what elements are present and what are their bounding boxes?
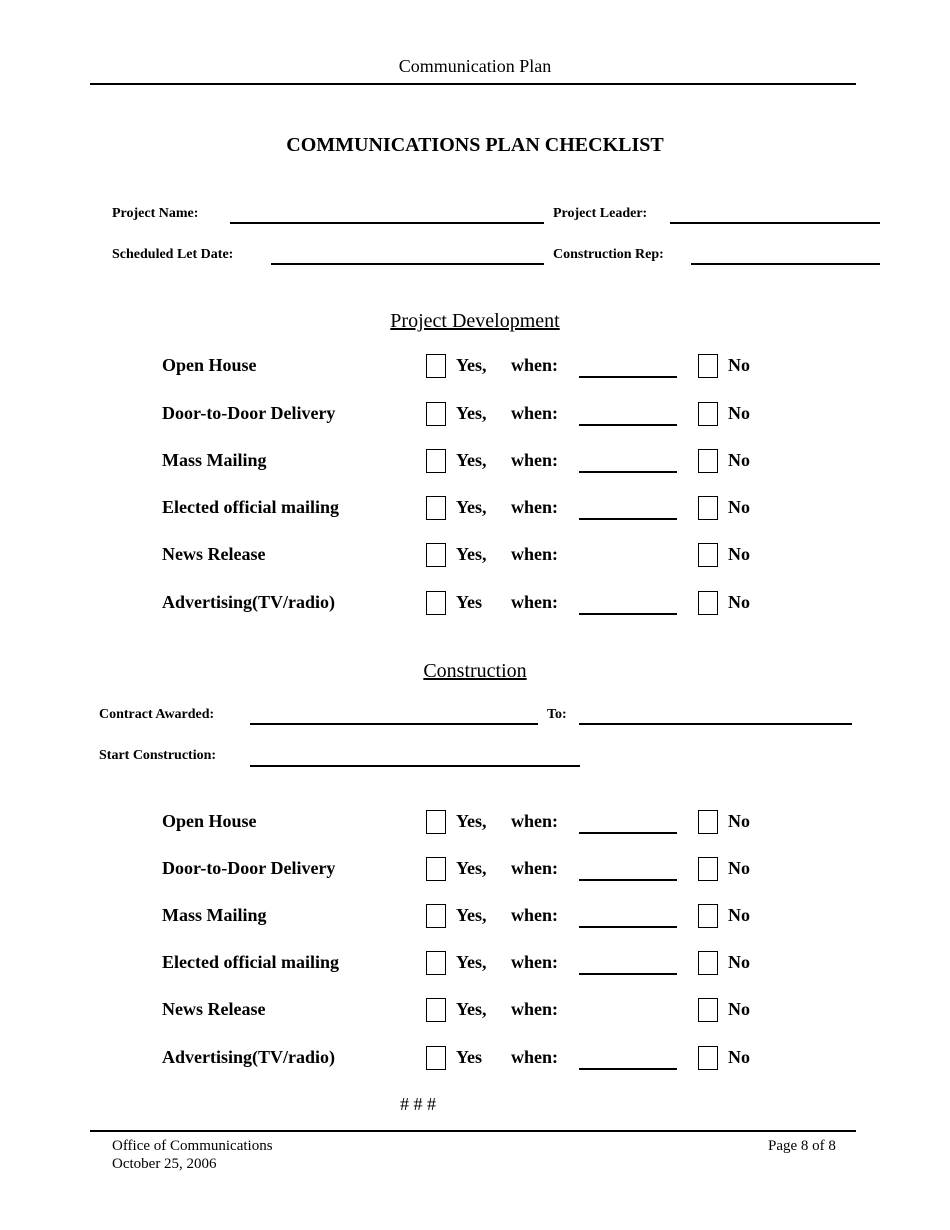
checklist-row: [0, 541, 950, 571]
checklist-title: COMMUNICATIONS PLAN CHECKLIST: [286, 134, 664, 156]
when-label: when:: [511, 999, 559, 1019]
yes-label: Yes,: [456, 858, 487, 878]
yes-label: Yes: [456, 1047, 482, 1067]
yes-checkbox[interactable]: [426, 810, 446, 834]
contract-awarded-label: Contract Awarded:: [99, 707, 215, 722]
yes-checkbox[interactable]: [426, 904, 446, 928]
scheduled-let-date-field[interactable]: [271, 263, 544, 265]
no-label: No: [728, 1047, 750, 1067]
no-label: No: [728, 999, 750, 1019]
when-label: when:: [511, 355, 559, 375]
yes-checkbox[interactable]: [426, 402, 446, 426]
no-label: No: [728, 905, 750, 925]
project-leader-field[interactable]: [670, 222, 880, 224]
end-mark: # # #: [400, 1094, 436, 1114]
checklist-item-label: News Release: [162, 999, 266, 1019]
checklist-row: [0, 855, 950, 885]
when-label: when:: [511, 811, 559, 831]
checklist-row: [0, 949, 950, 979]
no-checkbox[interactable]: [698, 810, 718, 834]
no-checkbox[interactable]: [698, 543, 718, 567]
when-date-field[interactable]: [579, 926, 677, 928]
footer-date: October 25, 2006: [112, 1156, 217, 1172]
checklist-item-label: Elected official mailing: [162, 952, 339, 972]
yes-checkbox[interactable]: [426, 857, 446, 881]
yes-label: Yes,: [456, 403, 487, 423]
checklist-item-label: Mass Mailing: [162, 905, 267, 925]
start-construction-field[interactable]: [250, 765, 580, 767]
checklist-item-label: Advertising(TV/radio): [162, 592, 335, 612]
section-title-construction: Construction: [423, 660, 527, 682]
yes-label: Yes,: [456, 544, 487, 564]
yes-checkbox[interactable]: [426, 449, 446, 473]
yes-label: Yes,: [456, 811, 487, 831]
yes-label: Yes,: [456, 952, 487, 972]
when-label: when:: [511, 544, 559, 564]
header-rule: [90, 83, 856, 85]
no-checkbox[interactable]: [698, 402, 718, 426]
checklist-item-label: Door-to-Door Delivery: [162, 858, 336, 878]
yes-checkbox[interactable]: [426, 354, 446, 378]
when-label: when:: [511, 1047, 559, 1067]
construction-rep-field[interactable]: [691, 263, 880, 265]
yes-label: Yes: [456, 592, 482, 612]
when-label: when:: [511, 403, 559, 423]
no-label: No: [728, 952, 750, 972]
when-date-field[interactable]: [579, 471, 677, 473]
header-title: Communication Plan: [398, 56, 552, 76]
when-date-field[interactable]: [579, 973, 677, 975]
checklist-item-label: Open House: [162, 355, 257, 375]
no-label: No: [728, 355, 750, 375]
no-checkbox[interactable]: [698, 951, 718, 975]
construction-rep-label: Construction Rep:: [553, 247, 664, 262]
yes-checkbox[interactable]: [426, 1046, 446, 1070]
checklist-item-label: Open House: [162, 811, 257, 831]
when-label: when:: [511, 592, 559, 612]
start-construction-label: Start Construction:: [99, 748, 217, 763]
yes-checkbox[interactable]: [426, 496, 446, 520]
when-date-field[interactable]: [579, 613, 677, 615]
yes-label: Yes,: [456, 905, 487, 925]
checklist-row: [0, 902, 950, 932]
no-checkbox[interactable]: [698, 904, 718, 928]
yes-label: Yes,: [456, 999, 487, 1019]
checklist-row: [0, 1044, 950, 1074]
yes-checkbox[interactable]: [426, 951, 446, 975]
no-label: No: [728, 592, 750, 612]
no-checkbox[interactable]: [698, 591, 718, 615]
to-field[interactable]: [579, 723, 852, 725]
checklist-item-label: Mass Mailing: [162, 450, 267, 470]
checklist-row: [0, 808, 950, 838]
when-label: when:: [511, 858, 559, 878]
footer-page-number: Page 8 of 8: [768, 1138, 836, 1154]
no-label: No: [728, 858, 750, 878]
no-checkbox[interactable]: [698, 857, 718, 881]
no-label: No: [728, 403, 750, 423]
scheduled-let-date-label: Scheduled Let Date:: [112, 247, 234, 262]
project-name-field[interactable]: [230, 222, 544, 224]
checklist-item-label: Advertising(TV/radio): [162, 1047, 335, 1067]
contract-awarded-field[interactable]: [250, 723, 538, 725]
to-label: To:: [547, 707, 567, 722]
when-date-field[interactable]: [579, 424, 677, 426]
project-name-label: Project Name:: [112, 206, 199, 221]
no-label: No: [728, 544, 750, 564]
no-label: No: [728, 811, 750, 831]
checklist-row: [0, 447, 950, 477]
when-label: when:: [511, 450, 559, 470]
yes-label: Yes,: [456, 497, 487, 517]
when-label: when:: [511, 497, 559, 517]
no-checkbox[interactable]: [698, 449, 718, 473]
no-checkbox[interactable]: [698, 354, 718, 378]
checklist-row: [0, 400, 950, 430]
yes-label: Yes,: [456, 450, 487, 470]
section-title-project-development: Project Development: [390, 310, 560, 332]
when-date-field[interactable]: [579, 518, 677, 520]
yes-checkbox[interactable]: [426, 543, 446, 567]
when-date-field[interactable]: [579, 879, 677, 881]
checklist-item-label: Elected official mailing: [162, 497, 339, 517]
no-checkbox[interactable]: [698, 1046, 718, 1070]
project-leader-label: Project Leader:: [553, 206, 648, 221]
when-label: when:: [511, 905, 559, 925]
footer-office: Office of Communications: [112, 1138, 273, 1154]
no-label: No: [728, 450, 750, 470]
checklist-row: [0, 494, 950, 524]
footer-rule: [90, 1130, 856, 1132]
when-date-field[interactable]: [579, 1068, 677, 1070]
yes-checkbox[interactable]: [426, 998, 446, 1022]
yes-label: Yes,: [456, 355, 487, 375]
checklist-row: [0, 996, 950, 1026]
checklist-row: [0, 352, 950, 382]
checklist-item-label: Door-to-Door Delivery: [162, 403, 336, 423]
when-date-field[interactable]: [579, 376, 677, 378]
no-checkbox[interactable]: [698, 998, 718, 1022]
checklist-item-label: News Release: [162, 544, 266, 564]
when-date-field[interactable]: [579, 832, 677, 834]
yes-checkbox[interactable]: [426, 591, 446, 615]
when-label: when:: [511, 952, 559, 972]
no-checkbox[interactable]: [698, 496, 718, 520]
no-label: No: [728, 497, 750, 517]
checklist-row: [0, 589, 950, 619]
